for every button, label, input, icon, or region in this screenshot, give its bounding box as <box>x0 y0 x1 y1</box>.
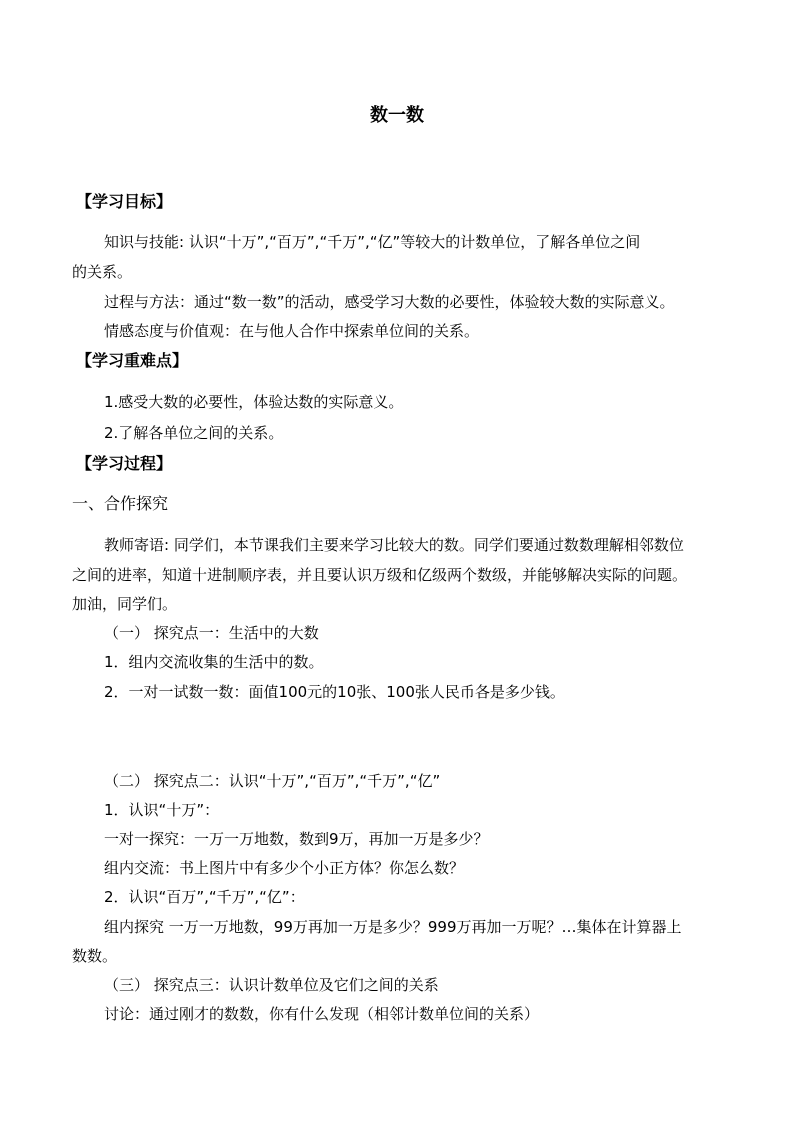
keypoints-heading: 【学习重难点】 <box>76 351 189 370</box>
intro-line-1: 教师寄语: 同学们，本节课我们主要来学习比较大的数。同学们要通过数数理解相邻数位 <box>104 536 684 554</box>
explore-2-question-1a: 一对一探究：一万一万地数，数到9万，再加一万是多少？ <box>104 830 489 848</box>
goals-paragraph-3: 情感态度与价值观：在与他人合作中探索单位间的关系。 <box>104 322 480 340</box>
intro-line-3: 加油，同学们。 <box>72 595 178 613</box>
explore-2-title: （二） 探究点二：认识“十万”,“百万”,“千万”,“亿” <box>104 772 441 790</box>
intro-line-2: 之间的进率，知道十进制顺序表，并且要认识万级和亿级两个数级，并能够解决实际的问题。 <box>72 566 688 584</box>
explore-1-title: （一） 探究点一：生活中的大数 <box>104 624 319 642</box>
explore-2-question-2a: 组内探究 一万一万地数，99万再加一万是多少？999万再加一万呢？…集体在计算器上 <box>104 918 682 936</box>
goals-paragraph-2: 过程与方法：通过“数一数”的活动，感受学习大数的必要性，体验较大数的实际意义。 <box>104 293 675 311</box>
explore-2-question-1: 1．认识“十万”： <box>104 801 220 819</box>
explore-1-question-2: 2．一对一试数一数：面值100元的10张、100张人民币各是多少钱。 <box>104 683 565 701</box>
process-heading: 【学习过程】 <box>76 454 173 473</box>
part-1-heading: 一、合作探究 <box>72 494 169 513</box>
goals-heading: 【学习目标】 <box>76 192 173 211</box>
explore-2-question-2: 2．认识“百万”,“千万”,“亿”： <box>104 888 305 906</box>
explore-2-question-1b: 组内交流：书上图片中有多少个小正方体？你怎么数？ <box>104 859 465 877</box>
explore-2-question-2b: 数数。 <box>72 947 118 965</box>
explore-1-question-1: 1．组内交流收集的生活中的数。 <box>104 653 324 671</box>
explore-3-discussion: 讨论：通过刚才的数数，你有什么发现（相邻计数单位间的关系） <box>104 1005 540 1023</box>
goals-paragraph-1-cont: 的关系。 <box>72 263 133 281</box>
explore-3-title: （三） 探究点三：认识计数单位及它们之间的关系 <box>104 976 439 994</box>
page-title: 数一数 <box>370 105 424 126</box>
keypoint-item: 2.了解各单位之间的关系。 <box>104 424 284 442</box>
goals-paragraph-1: 知识与技能: 认识“十万”,“百万”,“千万”,“亿”等较大的计数单位，了解各单位之间 <box>104 233 641 251</box>
keypoint-item: 1.感受大数的必要性，体验达数的实际意义。 <box>104 393 404 411</box>
